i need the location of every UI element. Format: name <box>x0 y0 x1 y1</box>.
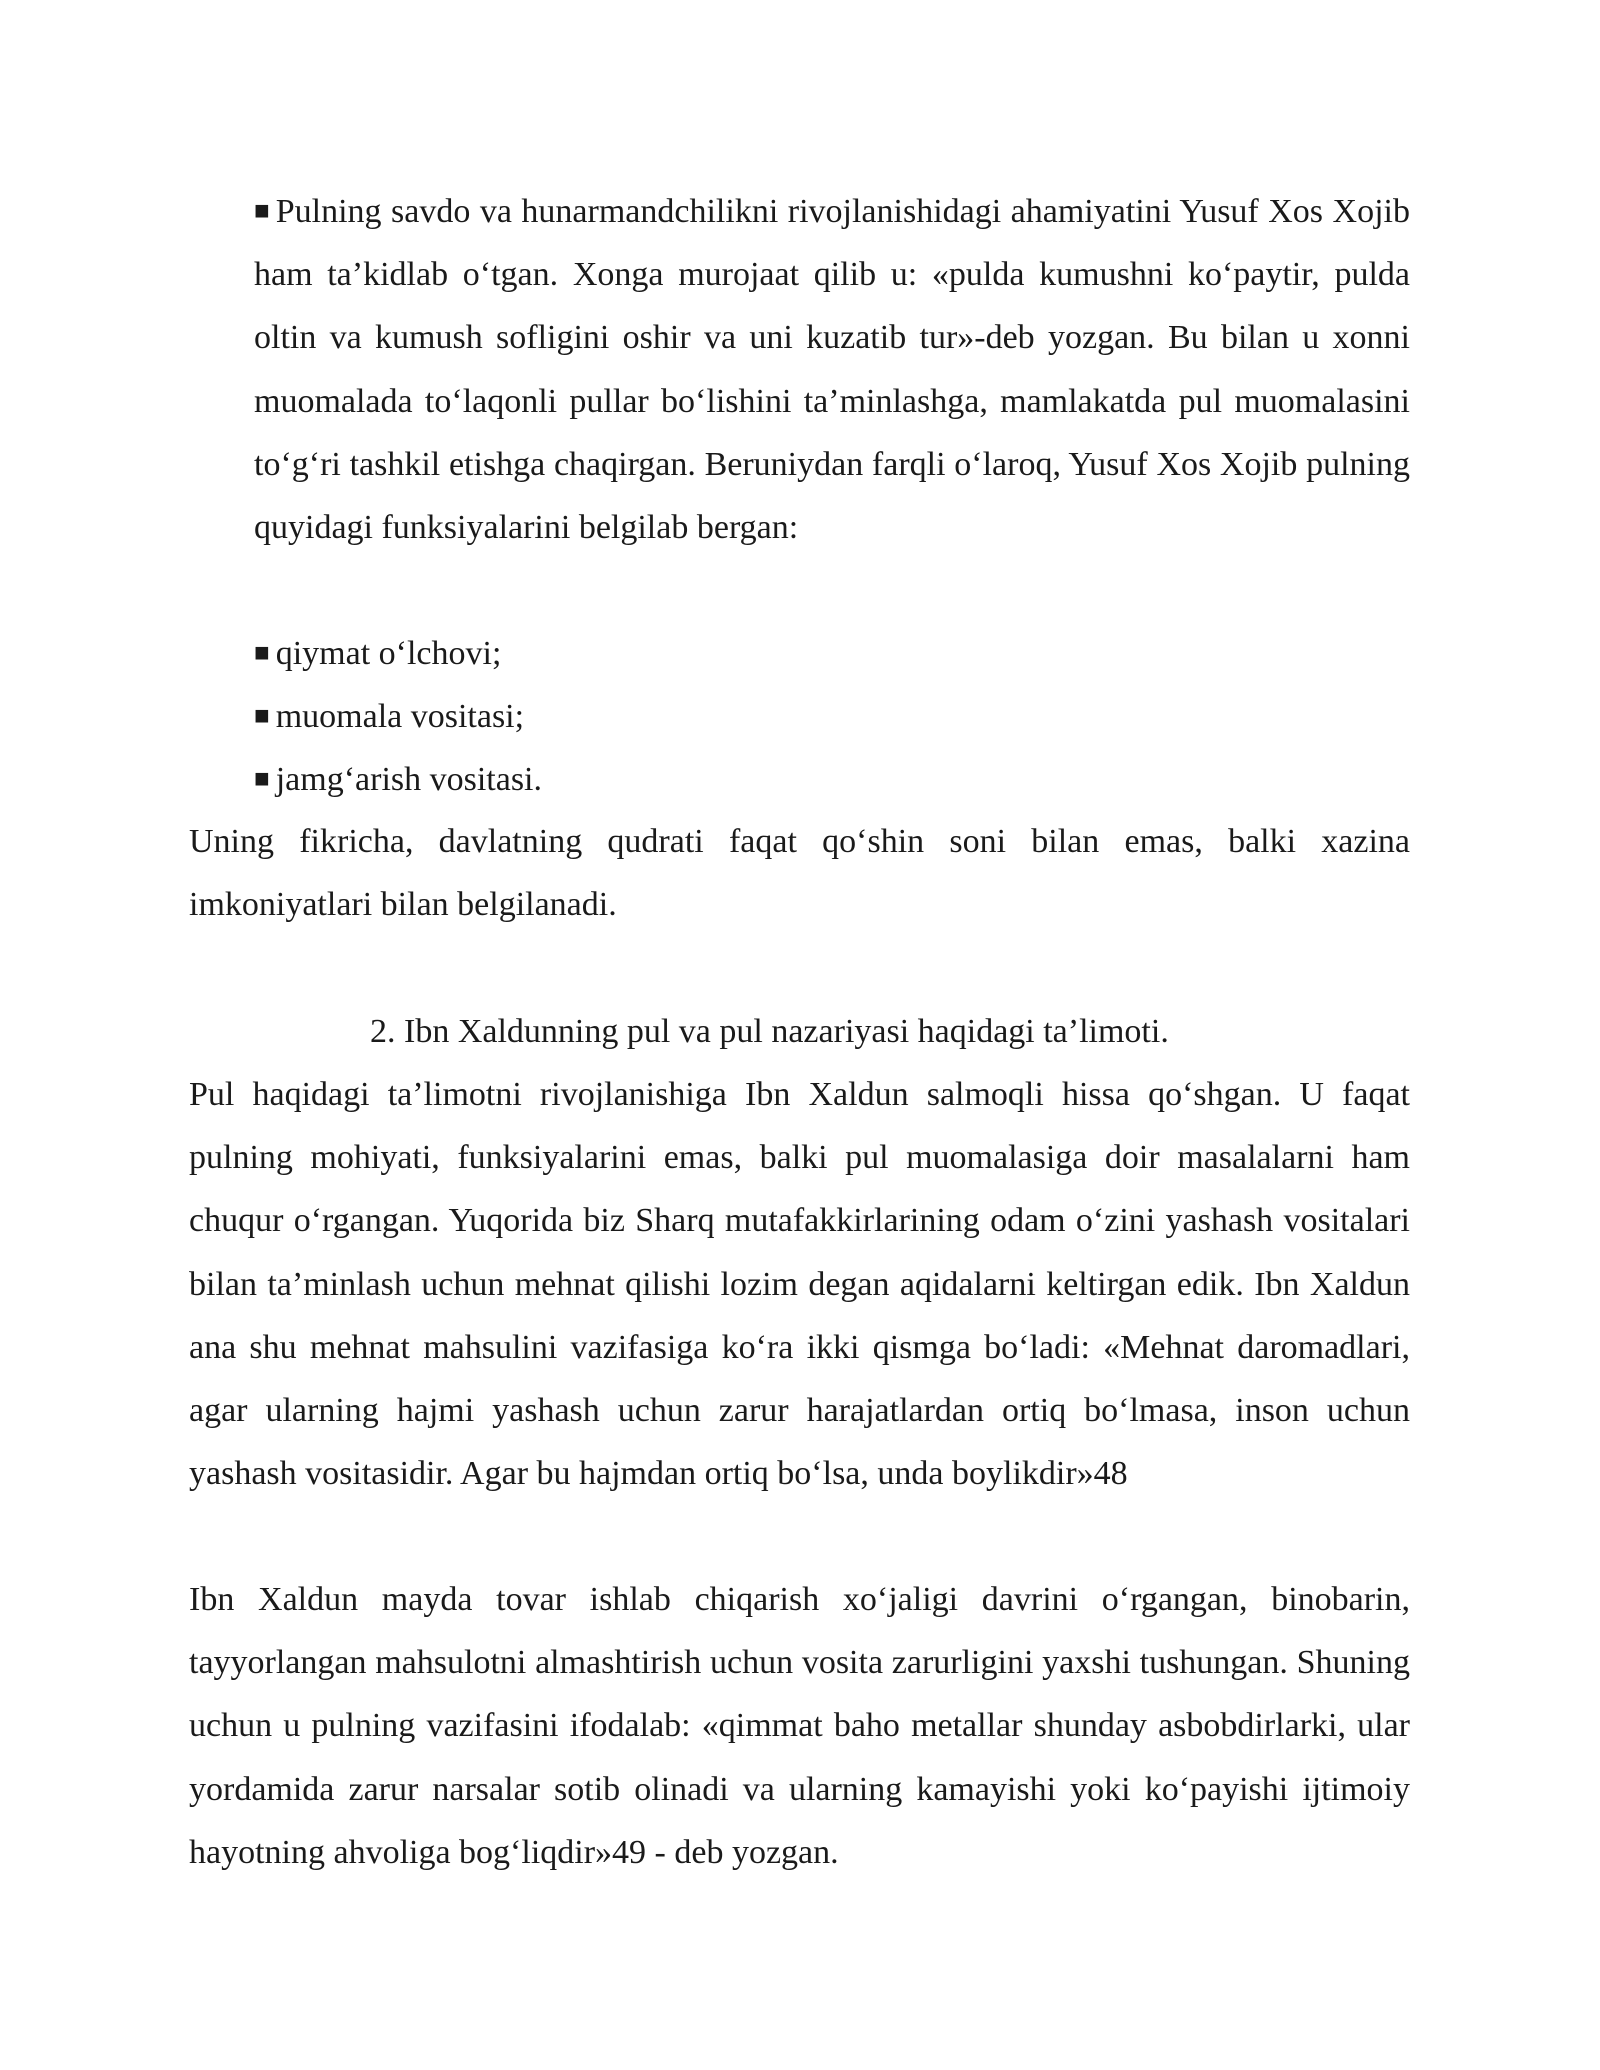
square-bullet-icon: ■ <box>254 196 270 225</box>
section-heading: 2. Ibn Xaldunning pul va pul nazariyasi haqidagi ta’limoti. <box>370 1013 1169 1050</box>
ibn-xaldun-paragraph-2: Ibn Xaldun mayda tovar ishlab chiqarish xo‘jaligi davrini o‘rgangan, binobarin, tayyorlangan mahsulotni almashtirish uchun vosita zarurligini yaxshi tushungan. Shuning uchun u pulning vazifasini ifodalab: «qimmat baho metallar shunday asbobdirlarki, ular yordamida zarur narsalar sotib olinadi va ularning kamayishi yoki ko‘payishi ijtimoiy hayotning ahvoliga bog‘liqdir»49 - deb yozgan. <box>189 1581 1410 1871</box>
function-list-item <box>254 621 1410 685</box>
square-bullet-icon: ■ <box>254 701 270 730</box>
conclusion-paragraph: Uning fikricha, davlatning qudrati faqat qo‘shin soni bilan emas, balki xazina imkoniyatlari bilan belgilanadi. <box>189 823 1410 924</box>
intro-paragraph-text: Pulning savdo va hunarmandchilikni rivojlanishidagi ahamiyatini Yusuf Xos Xojib ham ta’kidlab o‘tgan. Xonga murojaat qilib u: «pulda kumushni ko‘paytir, pulda oltin va kumush sofligini oshir va uni kuzatib tur»-deb yozgan. Bu bilan u xonni muomalada to‘laqonli pullar bo‘lishini ta’minlashga, mamlakatda pul muomalasini to‘g‘ri tashkil etishga chaqirgan. Beruniydan farqli o‘laroq, Yusuf Xos Xojib pulning quyidagi funksiyalarini belgilab bergan: <box>254 193 1410 547</box>
ibn-xaldun-paragraph-1: Pul haqidagi ta’limotni rivojlanishiga Ibn Xaldun salmoqli hissa qo‘shgan. U faqat pulning mohiyati, funksiyalarini emas, balki pul muomalasiga doir masalalarni ham chuqur o‘rgangan. Yuqorida biz Sharq mutafakkirlarining odam o‘zini yashash vositalari bilan ta’minlash uchun mehnat qilishi lozim degan aqidalarni keltirgan edik. Ibn Xaldun ana shu mehnat mahsulini vazifasiga ko‘ra ikki qismga bo‘ladi: «Mehnat daromadlari, agar ularning hajmi yashash uchun zarur harajatlardan ortiq bo‘lmasa, inson uchun yashash vositasidir. Agar bu hajmdan ortiq bo‘lsa, unda boylikdir»48 <box>189 1076 1410 1493</box>
function-label: muomala vositasi; <box>275 698 525 735</box>
square-bullet-icon: ■ <box>254 638 270 667</box>
function-label: qiymat o‘lchovi; <box>275 635 502 672</box>
function-label: jamg‘arish vositasi. <box>275 761 543 798</box>
function-list-item <box>254 747 1410 811</box>
function-list-item <box>254 684 1410 748</box>
intro-paragraph <box>254 179 1410 559</box>
square-bullet-icon: ■ <box>254 764 270 793</box>
